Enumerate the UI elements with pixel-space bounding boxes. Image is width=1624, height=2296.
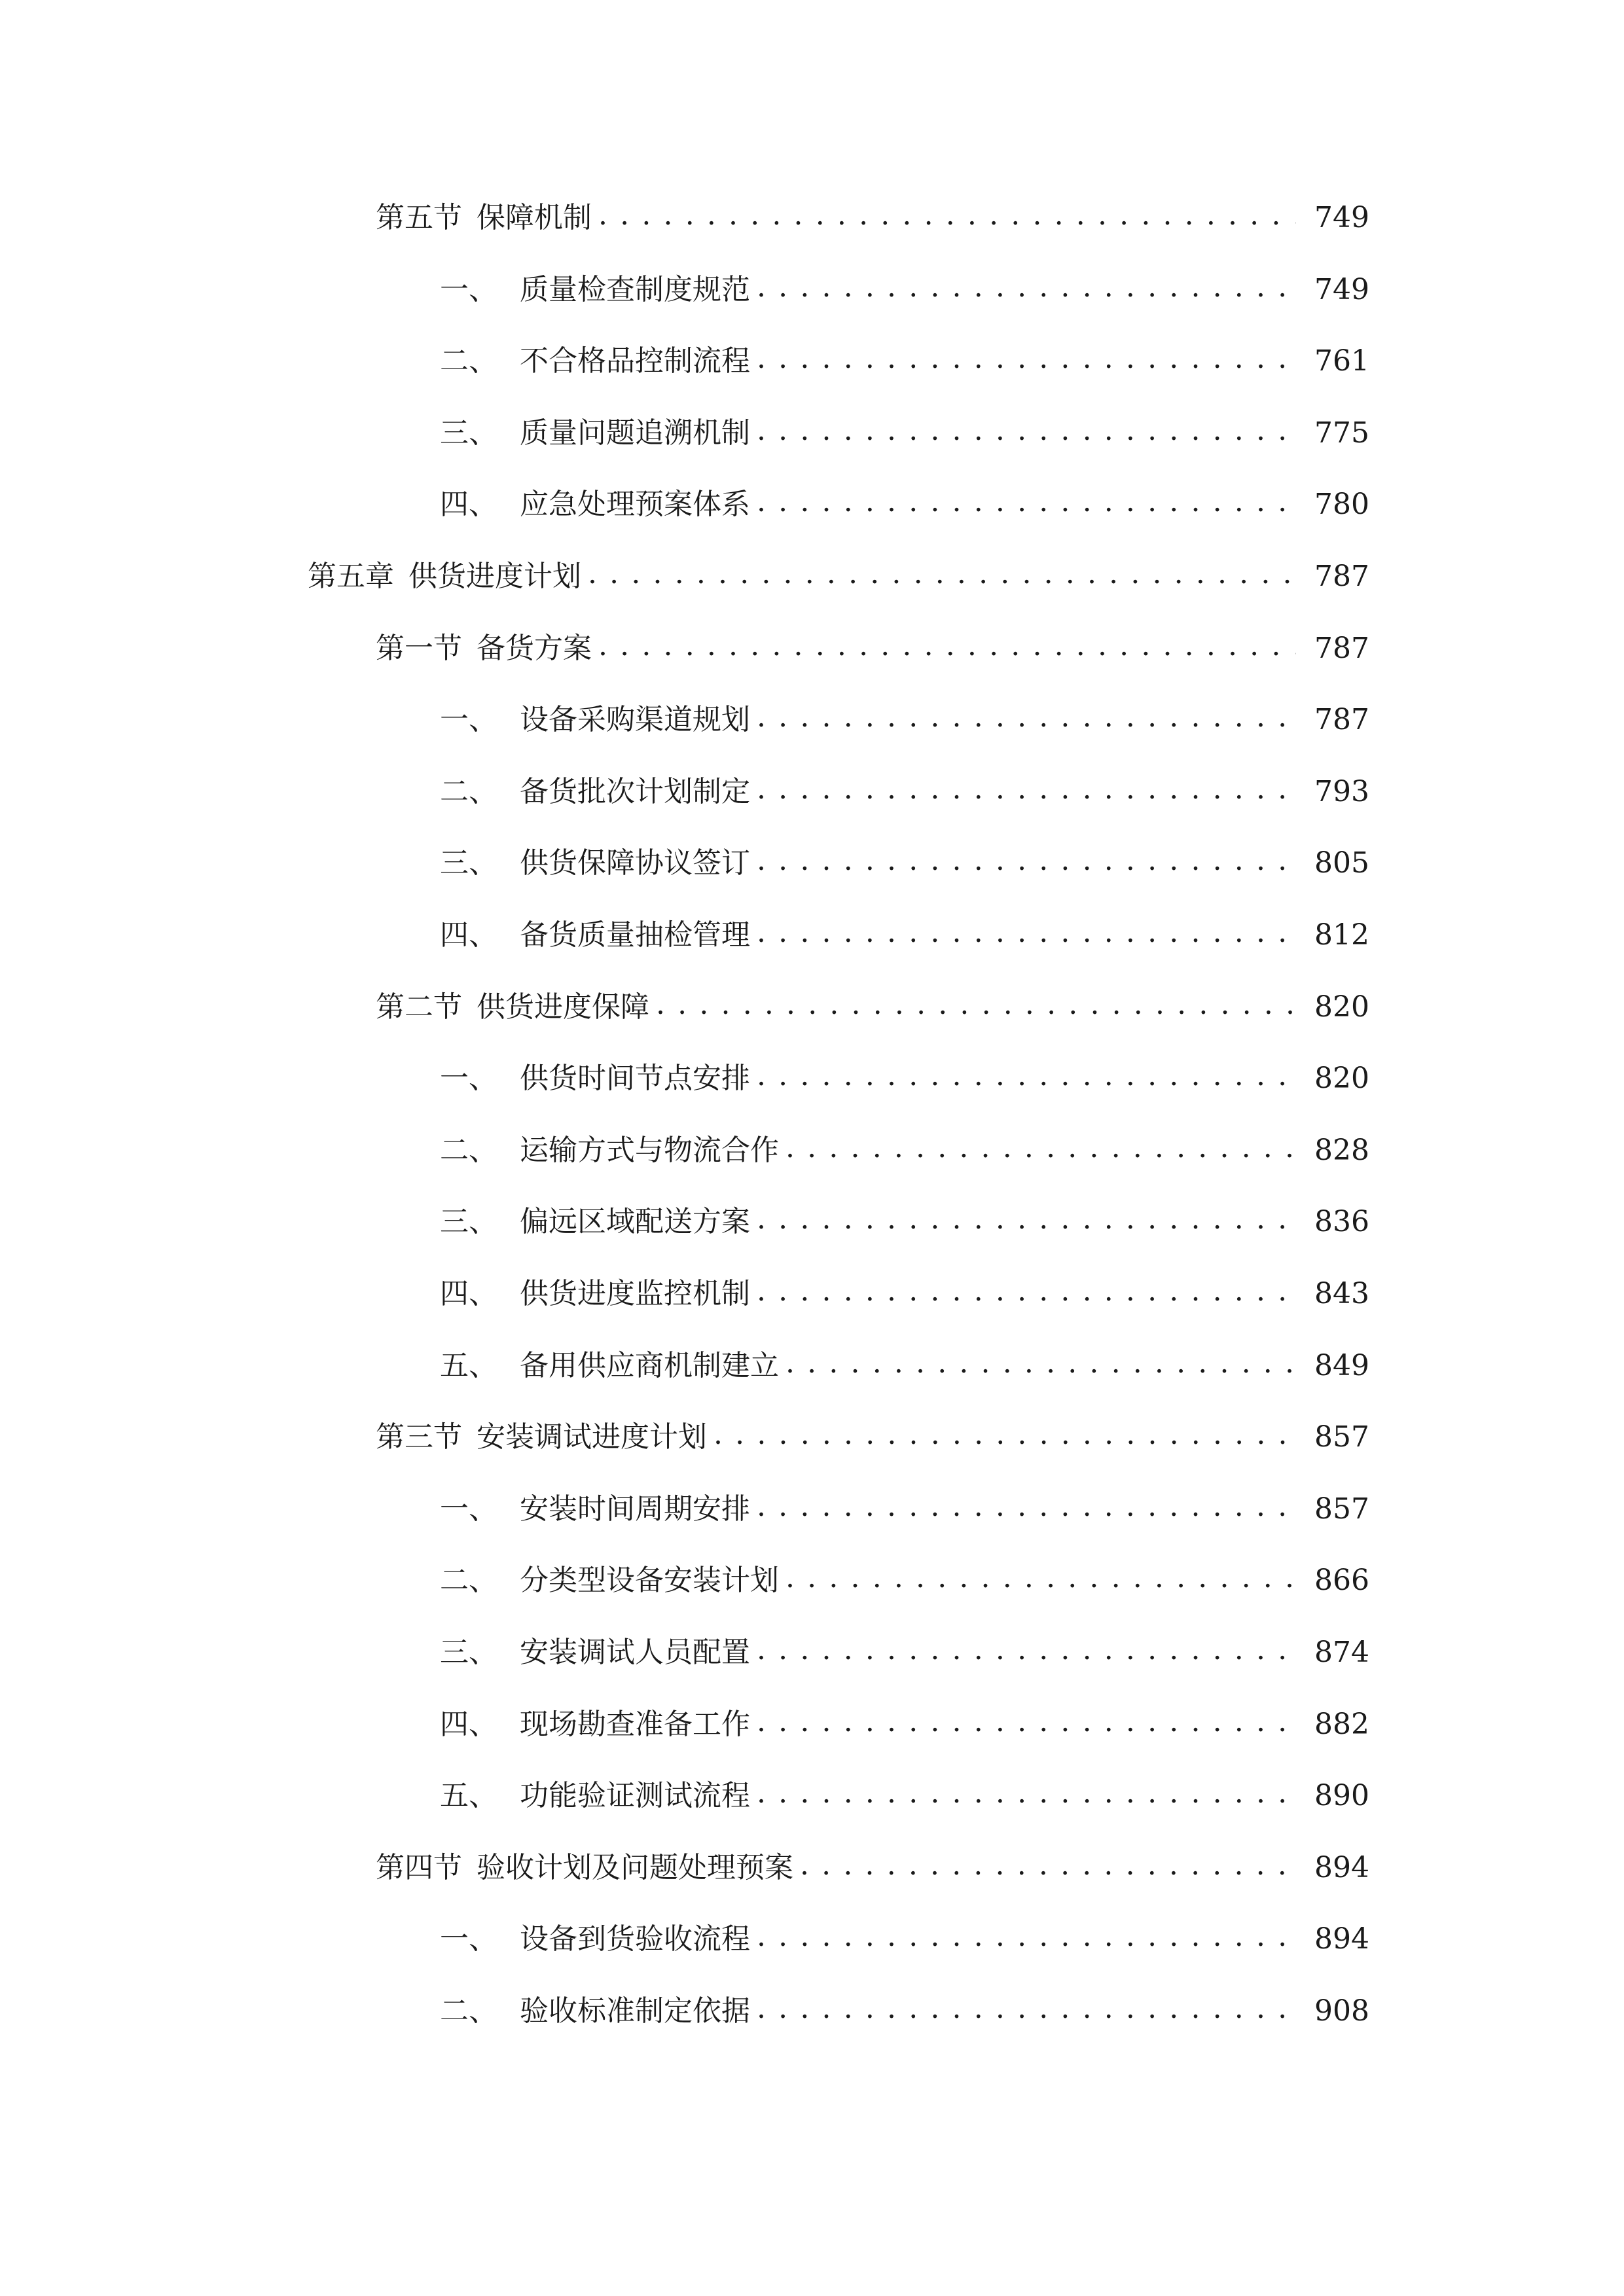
- toc-entry-item[interactable]: [0, 1913, 1624, 1965]
- toc-entry-page-number: 894: [1314, 1922, 1369, 1956]
- toc-entry-item[interactable]: [0, 407, 1624, 459]
- toc-entry-number: 二、: [440, 344, 497, 378]
- toc-entry-page-number: 780: [1314, 488, 1369, 521]
- toc-entry-page-number: 849: [1314, 1349, 1369, 1382]
- toc-entry-label: [308, 550, 581, 603]
- dot-leader: [757, 909, 1296, 961]
- dot-leader: [757, 1196, 1296, 1248]
- toc-entry-item[interactable]: [0, 1770, 1624, 1822]
- toc-entry-number: 四、: [440, 1708, 497, 1741]
- toc-entry-page-number: 866: [1314, 1564, 1369, 1597]
- toc-entry-title: 运输方式与物流合作: [520, 1134, 779, 1167]
- toc-entry-label: [440, 1554, 779, 1607]
- toc-entry-number: 二、: [440, 1134, 497, 1167]
- toc-entry-title: 分类型设备安装计划: [520, 1564, 779, 1597]
- toc-entry-title: 安装调试人员配置: [520, 1636, 750, 1669]
- toc-entry-label: [440, 1052, 750, 1105]
- toc-entry-title: 不合格品控制流程: [520, 344, 750, 378]
- toc-entry-number: 一、: [440, 273, 497, 306]
- toc-entry-label: [376, 622, 592, 675]
- toc-entry-number: 四、: [440, 488, 497, 521]
- toc-entry-item[interactable]: [0, 1483, 1624, 1535]
- toc-entry-title: 供货进度监控机制: [520, 1277, 750, 1310]
- toc-entry-page-number: 793: [1314, 775, 1369, 808]
- toc-entry-page-number: 775: [1314, 416, 1369, 450]
- dot-leader: [757, 1483, 1296, 1535]
- dot-leader: [800, 1842, 1296, 1894]
- toc-entry-number: 三、: [440, 1636, 497, 1669]
- dot-leader: [598, 192, 1296, 244]
- toc-entry-page-number: 836: [1314, 1205, 1369, 1238]
- toc-entry-title: 验收标准制定依据: [520, 1994, 750, 2028]
- toc-entry-section[interactable]: [0, 981, 1624, 1033]
- dot-leader: [785, 1124, 1296, 1177]
- toc-entry-section[interactable]: [0, 192, 1624, 244]
- dot-leader: [757, 1268, 1296, 1320]
- toc-entry-label: [440, 264, 750, 316]
- toc-entry-page-number: 787: [1314, 703, 1369, 736]
- toc-entry-label: [440, 1985, 750, 2037]
- dot-leader: [757, 1985, 1296, 2037]
- toc-entry-title: 偏远区域配送方案: [520, 1205, 750, 1238]
- toc-entry-number: 二、: [440, 775, 497, 808]
- dot-leader: [656, 981, 1296, 1033]
- toc-entry-title: 供货保障协议签订: [520, 846, 750, 880]
- toc-entry-title: 现场勘查准备工作: [520, 1708, 750, 1741]
- toc-entry-page-number: 828: [1314, 1134, 1369, 1167]
- toc-entry-page-number: 761: [1314, 344, 1369, 378]
- toc-entry-item[interactable]: [0, 335, 1624, 387]
- toc-entry-item[interactable]: [0, 909, 1624, 961]
- toc-entry-label: [440, 766, 750, 818]
- toc-entry-label: [440, 909, 750, 961]
- toc-entry-title: 验收计划及问题处理预案: [477, 1851, 793, 1884]
- toc-entry-section[interactable]: [0, 1842, 1624, 1894]
- toc-entry-chapter[interactable]: [0, 550, 1624, 603]
- toc-entry-page-number: 787: [1314, 632, 1369, 665]
- toc-entry-title: 设备到货验收流程: [520, 1922, 750, 1956]
- toc-entry-title: 设备采购渠道规划: [520, 703, 750, 736]
- toc-entry-number: 五、: [440, 1779, 497, 1812]
- dot-leader: [757, 407, 1296, 459]
- toc-entry-item[interactable]: [0, 1698, 1624, 1751]
- toc-entry-number: 第二节: [376, 990, 462, 1024]
- dot-leader: [757, 1770, 1296, 1822]
- toc-entry-page-number: 749: [1314, 201, 1369, 234]
- toc-entry-item[interactable]: [0, 1196, 1624, 1248]
- toc-entry-number: 一、: [440, 1492, 497, 1526]
- toc-entry-number: 第四节: [376, 1851, 462, 1884]
- toc-entry-title: 备用供应商机制建立: [520, 1349, 779, 1382]
- toc-entry-item[interactable]: [0, 478, 1624, 531]
- toc-entry-label: [440, 837, 750, 889]
- toc-entry-label: [376, 1411, 707, 1463]
- toc-entry-title: 功能验证测试流程: [520, 1779, 750, 1812]
- dot-leader: [757, 1698, 1296, 1751]
- dot-leader: [757, 264, 1296, 316]
- toc-entry-title: 备货方案: [477, 632, 592, 665]
- toc-entry-title: 保障机制: [477, 201, 592, 234]
- toc-entry-item[interactable]: [0, 1554, 1624, 1607]
- toc-entry-label: [376, 1842, 793, 1894]
- toc-entry-label: [376, 981, 649, 1033]
- toc-entry-title: 质量检查制度规范: [520, 273, 750, 306]
- dot-leader: [713, 1411, 1296, 1463]
- toc-entry-title: 备货批次计划制定: [520, 775, 750, 808]
- toc-entry-page-number: 749: [1314, 273, 1369, 306]
- toc-entry-number: 第五节: [376, 201, 462, 234]
- toc-entry-page-number: 805: [1314, 846, 1369, 880]
- toc-entry-label: [440, 407, 750, 459]
- dot-leader: [598, 622, 1296, 675]
- toc-entry-number: 第一节: [376, 632, 462, 665]
- toc-entry-item[interactable]: [0, 694, 1624, 746]
- dot-leader: [757, 335, 1296, 387]
- toc-entry-section[interactable]: [0, 1411, 1624, 1463]
- toc-entry-page-number: 908: [1314, 1994, 1369, 2028]
- toc-entry-number: 二、: [440, 1564, 497, 1597]
- toc-entry-page-number: 857: [1314, 1420, 1369, 1454]
- toc-entry-number: 四、: [440, 1277, 497, 1310]
- toc-entry-item[interactable]: [0, 1124, 1624, 1177]
- toc-entry-label: [440, 1770, 750, 1822]
- toc-entry-page-number: 820: [1314, 1062, 1369, 1095]
- dot-leader: [785, 1340, 1296, 1392]
- toc-entry-number: 五、: [440, 1349, 497, 1382]
- toc-entry-item[interactable]: [0, 1626, 1624, 1679]
- toc-entry-item[interactable]: [0, 264, 1624, 316]
- toc-entry-title: 供货时间节点安排: [520, 1062, 750, 1095]
- dot-leader: [757, 694, 1296, 746]
- dot-leader: [757, 1626, 1296, 1679]
- toc-entry-page-number: 882: [1314, 1708, 1369, 1741]
- toc-entry-label: [440, 478, 750, 531]
- toc-entry-label: [440, 694, 750, 746]
- toc-entry-number: 第五章: [308, 560, 394, 593]
- toc-entry-title: 安装时间周期安排: [520, 1492, 750, 1526]
- toc-entry-label: [376, 192, 592, 244]
- toc-entry-label: [440, 1196, 750, 1248]
- toc-entry-title: 质量问题追溯机制: [520, 416, 750, 450]
- toc-entry-title: 备货质量抽检管理: [520, 918, 750, 952]
- toc-entry-number: 第三节: [376, 1420, 462, 1454]
- dot-leader: [588, 550, 1296, 603]
- dot-leader: [757, 1913, 1296, 1965]
- toc-entry-page-number: 812: [1314, 918, 1369, 952]
- dot-leader: [757, 478, 1296, 531]
- toc-entry-number: 三、: [440, 416, 497, 450]
- toc-entry-page-number: 820: [1314, 990, 1369, 1024]
- toc-entry-item[interactable]: [0, 1052, 1624, 1105]
- toc-entry-number: 一、: [440, 1062, 497, 1095]
- toc-entry-number: 一、: [440, 1922, 497, 1956]
- toc-entry-item[interactable]: [0, 837, 1624, 889]
- dot-leader: [757, 1052, 1296, 1105]
- toc-entry-item[interactable]: [0, 1340, 1624, 1392]
- toc-entry-page-number: 843: [1314, 1277, 1369, 1310]
- toc-entry-label: [440, 1340, 779, 1392]
- toc-entry-title: 应急处理预案体系: [520, 488, 750, 521]
- toc-entry-item[interactable]: [0, 1268, 1624, 1320]
- toc-entry-number: 二、: [440, 1994, 497, 2028]
- toc-entry-label: [440, 1483, 750, 1535]
- toc-entry-page-number: 874: [1314, 1636, 1369, 1669]
- toc-entry-section[interactable]: [0, 622, 1624, 675]
- toc-entry-page-number: 890: [1314, 1779, 1369, 1812]
- toc-entry-label: [440, 1698, 750, 1751]
- dot-leader: [757, 766, 1296, 818]
- toc-entry-page-number: 894: [1314, 1851, 1369, 1884]
- toc-entry-label: [440, 1913, 750, 1965]
- toc-entry-number: 三、: [440, 1205, 497, 1238]
- toc-entry-item[interactable]: [0, 766, 1624, 818]
- toc-entry-title: 供货进度计划: [408, 560, 581, 593]
- toc-entry-label: [440, 1124, 779, 1177]
- toc-entry-number: 一、: [440, 703, 497, 736]
- toc-entry-item[interactable]: [0, 1985, 1624, 2037]
- toc-entry-label: [440, 335, 750, 387]
- dot-leader: [785, 1554, 1296, 1607]
- dot-leader: [757, 837, 1296, 889]
- toc-entry-title: 安装调试进度计划: [477, 1420, 707, 1454]
- toc-entry-label: [440, 1626, 750, 1679]
- toc-entry-number: 四、: [440, 918, 497, 952]
- toc-entry-page-number: 857: [1314, 1492, 1369, 1526]
- toc-entry-page-number: 787: [1314, 560, 1369, 593]
- toc-entry-title: 供货进度保障: [477, 990, 649, 1024]
- toc-entry-number: 三、: [440, 846, 497, 880]
- toc-entry-label: [440, 1268, 750, 1320]
